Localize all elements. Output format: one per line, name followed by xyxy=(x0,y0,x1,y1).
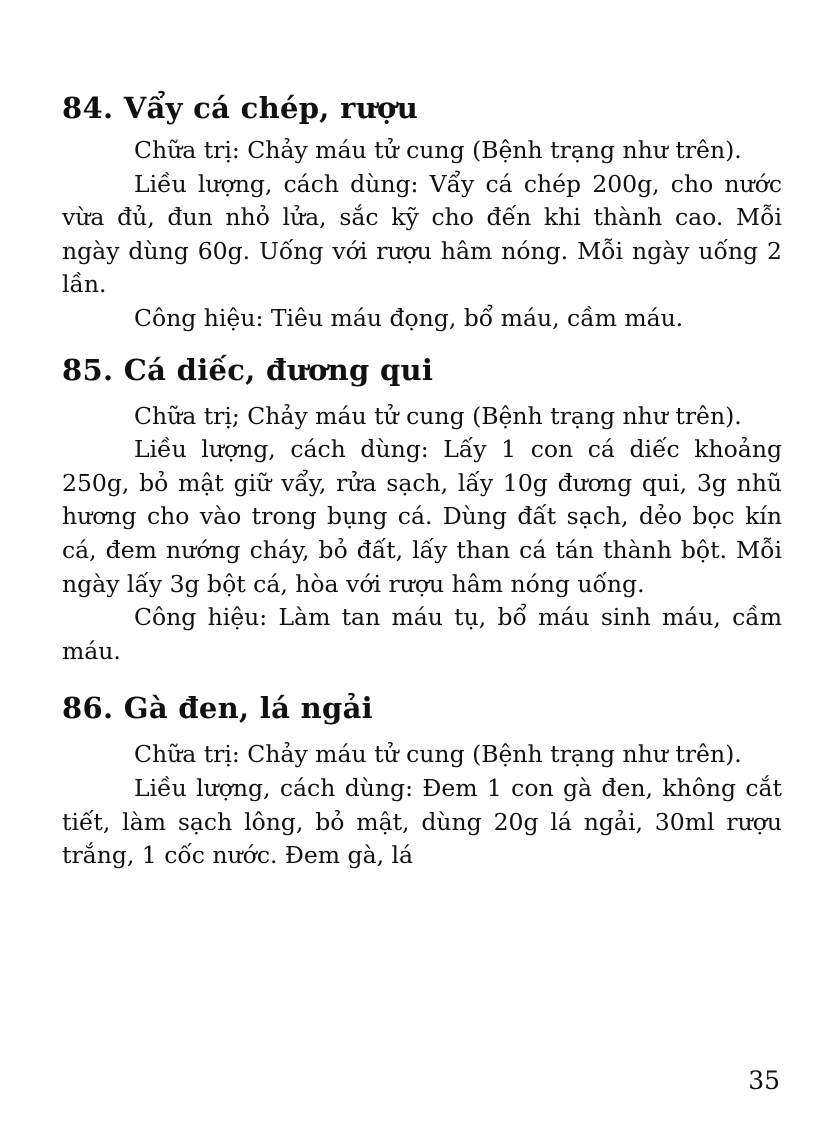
page-number: 35 xyxy=(748,1066,780,1095)
recipe-84-effect: Công hiệu: Tiêu máu đọng, bổ máu, cầm máu. xyxy=(134,303,684,332)
recipe-84-indication: Chữa trị: Chảy máu tử cung (Bệnh trạng như trên). xyxy=(134,136,742,164)
recipe-86-indication: Chữa trị: Chảy máu tử cung (Bệnh trạng như trên). xyxy=(134,740,742,769)
recipe-85-title: 85. Cá diếc, đương qui xyxy=(62,352,434,387)
recipe-84-dosage: Liều lượng, cách dùng: Vẩy cá chép 200g, cho nước vừa đủ, đun nhỏ lửa, sắc kỹ cho đến khi thành cao. Mỗi ngày dùng 60g. Uống với rượu hâm nóng. Mỗi ngày uống 2 lần. xyxy=(62,169,782,299)
recipe-85-dosage: Liều lượng, cách dùng: Lấy 1 con cá diếc khoảng 250g, bỏ mật giữ vẩy, rửa sạch, lấy 10g đương qui, 3g nhũ hương cho vào trong bụng cá. Dùng đất sạch, dẻo bọc kín cá, đem nướng cháy, bỏ đất, lấy than cá tán thành bột. Mỗi ngày lấy 3g bột cá, hòa với rượu hâm nóng uống. xyxy=(62,435,782,598)
recipe-86-title: 86. Gà đen, lá ngải xyxy=(62,691,373,726)
recipe-85-effect: Công hiệu: Làm tan máu tụ, bổ máu sinh máu, cầm máu. xyxy=(62,603,782,665)
recipe-85-indication: Chữa trị; Chảy máu tử cung (Bệnh trạng như trên). xyxy=(134,401,742,430)
recipe-84-title: 84. Vẩy cá chép, rượu xyxy=(62,91,419,125)
page-content xyxy=(62,88,782,873)
recipe-85 xyxy=(62,350,782,669)
recipe-84 xyxy=(62,88,782,336)
recipe-86 xyxy=(62,688,782,872)
recipe-86-dosage: Liều lượng, cách dùng: Đem 1 con gà đen, không cắt tiết, làm sạch lông, bỏ mật, dùng 20g lá ngải, 30ml rượu trắng, 1 cốc nước. Đem gà, lá xyxy=(62,773,782,870)
